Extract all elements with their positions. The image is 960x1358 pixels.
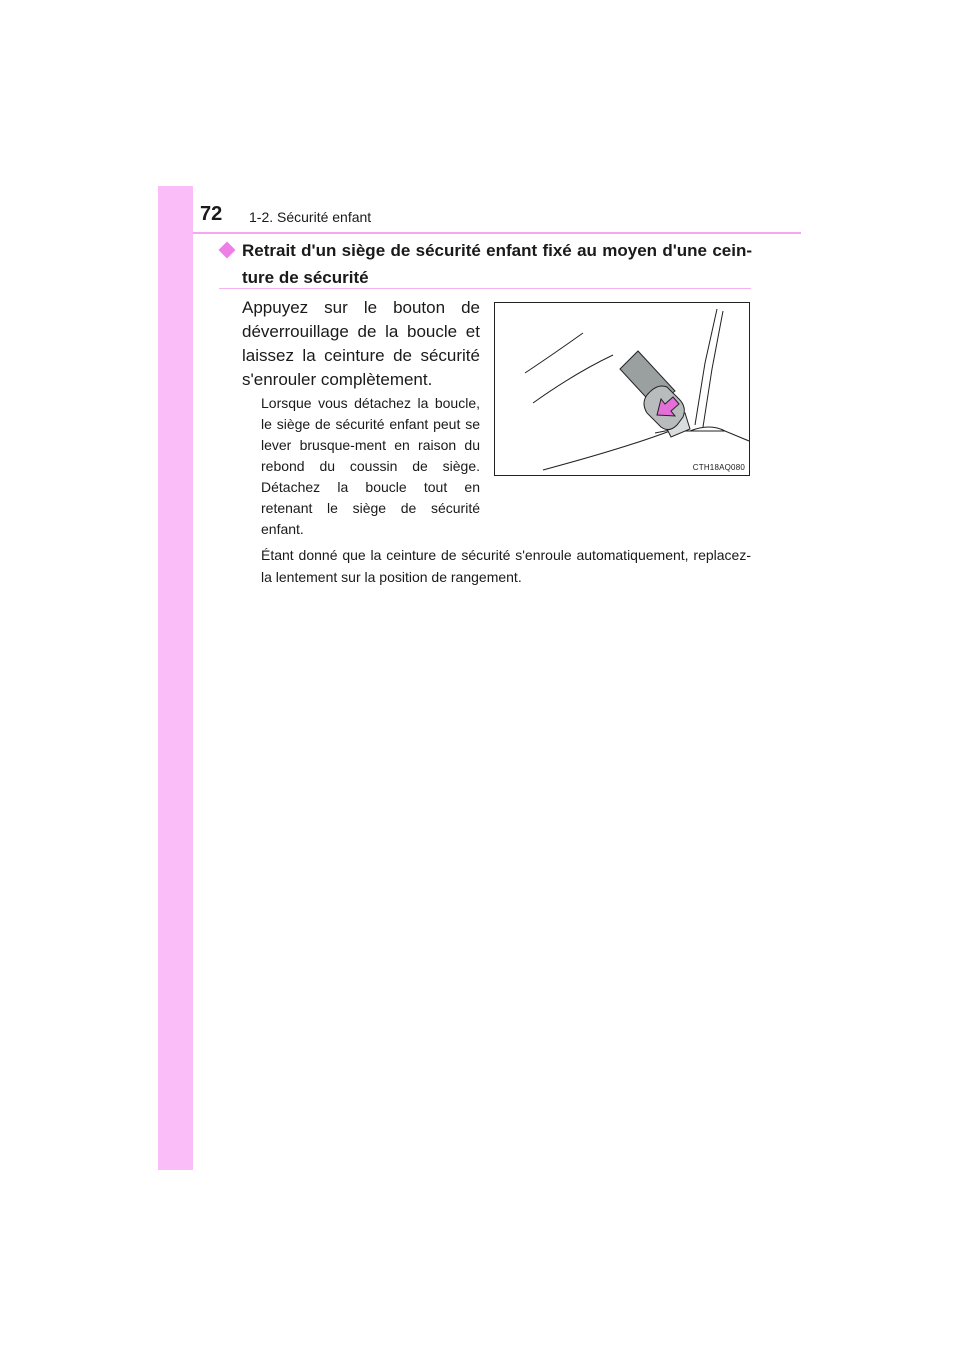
seat-belt-buckle-illustration-icon: [495, 303, 749, 475]
section-title: 1-2. Sécurité enfant: [249, 209, 372, 225]
heading-rule: [219, 288, 751, 289]
header-rule: [193, 232, 801, 234]
figure-code: CTH18AQ080: [692, 463, 745, 472]
final-paragraph: Étant donné que la ceinture de sécurité s'enroule automatiquement, replacez-la lentement sur la position de rangement.: [261, 547, 751, 585]
note-paragraph: Lorsque vous détachez la boucle, le siège de sécurité enfant peut se lever brusque-ment en raison du rebond du coussin de siège. Détachez la boucle tout en retenant le siège de sécurité enfant.: [261, 395, 480, 537]
side-tab-bar: [158, 186, 193, 1170]
page-number: 72: [200, 203, 223, 225]
instruction-paragraph: Appuyez sur le bouton de déverrouillage de la boucle et laissez la ceinture de sécurité s'enrouler complètement.: [242, 298, 480, 389]
seat-belt-figure: [494, 302, 750, 476]
diamond-bullet-icon: [219, 242, 236, 259]
section-heading: Retrait d'un siège de sécurité enfant fixé au moyen d'une cein-ture de sécurité: [242, 241, 752, 287]
